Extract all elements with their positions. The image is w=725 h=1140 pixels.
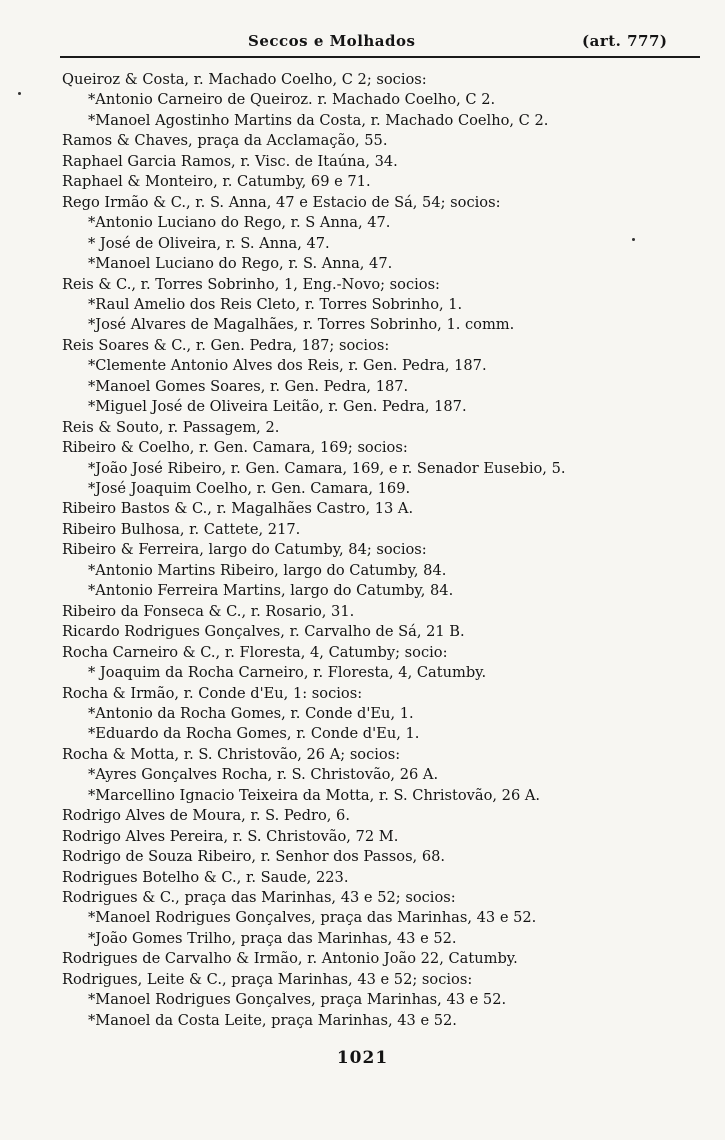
article-number: (art. 777) (582, 32, 668, 50)
firm-entry: Ribeiro & Coelho, r. Gen. Camara, 169; socios: (62, 439, 408, 457)
partner-entry: *João Gomes Trilho, praça das Marinhas, 43 e 52. (88, 929, 457, 947)
firm-entry: Rocha & Motta, r. S. Christovão, 26 A; socios: (62, 745, 401, 763)
firm-entry: Rodrigues de Carvalho & Irmão, r. Antonio João 22, Catumby. (62, 950, 518, 968)
firm-entry: Rodrigues, Leite & C., praça Marinhas, 43 e 52; socios: (62, 970, 473, 988)
partner-entry: *Manoel da Costa Leite, praça Marinhas, 43 e 52. (88, 1011, 457, 1029)
partner-entry: *Manoel Luciano do Rego, r. S. Anna, 47. (88, 255, 393, 273)
firm-entry: Rocha & Irmão, r. Conde d'Eu, 1: socios: (62, 684, 363, 702)
partner-entry: *Antonio Luciano do Rego, r. S Anna, 47. (88, 214, 391, 232)
section-title: Seccos e Molhados (248, 32, 416, 50)
header-rule (60, 56, 700, 58)
firm-entry: Ribeiro & Ferreira, largo do Catumby, 84; socios: (62, 541, 427, 559)
firm-entry: Ramos & Chaves, praça da Acclamação, 55. (62, 132, 388, 150)
print-speck (18, 92, 21, 95)
firm-entry: Raphael & Monteiro, r. Catumby, 69 e 71. (62, 173, 371, 191)
partner-entry: *Miguel José de Oliveira Leitão, r. Gen. Pedra, 187. (88, 398, 467, 416)
firm-entry: Rodrigo Alves de Moura, r. S. Pedro, 6. (62, 807, 350, 825)
partner-entry: *Ayres Gonçalves Rocha, r. S. Christovão, 26 A. (88, 766, 439, 784)
partner-entry: *José Alvares de Magalhães, r. Torres Sobrinho, 1. comm. (88, 316, 515, 334)
firm-entry: Reis Soares & C., r. Gen. Pedra, 187; socios: (62, 336, 390, 354)
partner-entry: *Antonio Ferreira Martins, largo do Catumby, 84. (88, 582, 454, 600)
partner-entry: *Eduardo da Rocha Gomes, r. Conde d'Eu, 1. (88, 725, 420, 743)
partner-entry: *Manoel Gomes Soares, r. Gen. Pedra, 187. (88, 377, 409, 395)
firm-entry: Rodrigo de Souza Ribeiro, r. Senhor dos Passos, 68. (62, 848, 446, 866)
page-number: 1021 (336, 1048, 389, 1068)
firm-entry: Reis & Souto, r. Passagem, 2. (62, 418, 280, 436)
firm-entry: Ricardo Rodrigues Gonçalves, r. Carvalho de Sá, 21 B. (62, 623, 465, 641)
partner-entry: * José de Oliveira, r. S. Anna, 47. (88, 234, 330, 252)
partner-entry: *Raul Amelio dos Reis Cleto, r. Torres Sobrinho, 1. (88, 295, 463, 313)
partner-entry: *Marcellino Ignacio Teixeira da Motta, r. S. Christovão, 26 A. (88, 786, 541, 804)
partner-entry: *Manoel Rodrigues Gonçalves, praça Marinhas, 43 e 52. (88, 991, 507, 1009)
partner-entry: *João José Ribeiro, r. Gen. Camara, 169, e r. Senador Eusebio, 5. (88, 459, 566, 477)
partner-entry: *Antonio Martins Ribeiro, largo do Catumby, 84. (88, 561, 447, 579)
partner-entry: *Antonio Carneiro de Queiroz. r. Machado Coelho, C 2. (88, 91, 496, 109)
firm-entry: Ribeiro Bulhosa, r. Cattete, 217. (62, 520, 301, 538)
firm-entry: Rodrigo Alves Pereira, r. S. Christovão, 72 M. (62, 827, 399, 845)
firm-entry: Ribeiro Bastos & C., r. Magalhães Castro, 13 A. (62, 500, 414, 518)
partner-entry: * Joaquim da Rocha Carneiro, r. Floresta, 4, Catumby. (88, 664, 487, 682)
firm-entry: Reis & C., r. Torres Sobrinho, 1, Eng.-Novo; socios: (62, 275, 440, 293)
firm-entry: Rodrigues Botelho & C., r. Saude, 223. (62, 868, 349, 886)
firm-entry: Queiroz & Costa, r. Machado Coelho, C 2; socios: (62, 71, 427, 88)
firm-entry: Rego Irmão & C., r. S. Anna, 47 e Estacio de Sá, 54; socios: (62, 193, 501, 211)
partner-entry: *Manoel Rodrigues Gonçalves, praça das Marinhas, 43 e 52. (88, 909, 537, 927)
firm-entry: Raphael Garcia Ramos, r. Visc. de Itaúna, 34. (62, 152, 398, 170)
page-header (0, 30, 725, 56)
partner-entry: *Clemente Antonio Alves dos Reis, r. Gen. Pedra, 187. (88, 357, 487, 375)
firm-entry: Rocha Carneiro & C., r. Floresta, 4, Catumby; socio: (62, 643, 448, 661)
firm-entry: Rodrigues & C., praça das Marinhas, 43 e 52; socios: (62, 889, 456, 906)
partner-entry: *José Joaquim Coelho, r. Gen. Camara, 169. (88, 480, 411, 497)
firm-entry: Ribeiro da Fonseca & C., r. Rosario, 31. (62, 602, 355, 620)
partner-entry: *Antonio da Rocha Gomes, r. Conde d'Eu, 1. (88, 704, 414, 722)
partner-entry: *Manoel Agostinho Martins da Costa, r. Machado Coelho, C 2. (88, 111, 549, 129)
print-speck (632, 238, 635, 241)
